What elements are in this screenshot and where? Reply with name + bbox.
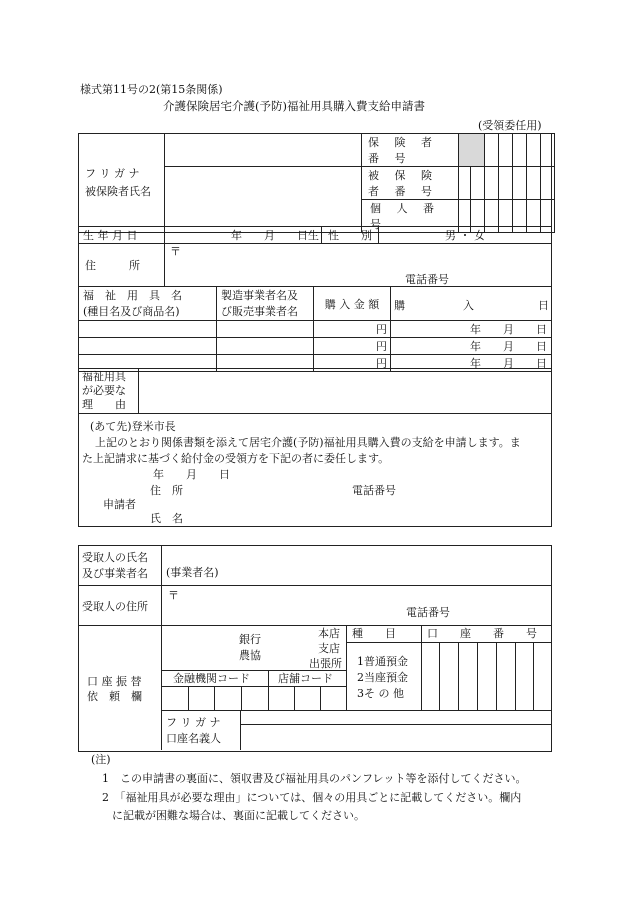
reason-input[interactable] — [139, 369, 552, 414]
insured-digit[interactable] — [459, 167, 471, 200]
recipient-name-input[interactable] — [162, 546, 552, 586]
amount-header: 購 入 金 額 — [314, 287, 391, 321]
item-header-line1: 福 祉 用 具 名 — [83, 288, 182, 302]
address-input[interactable] — [165, 244, 552, 287]
insured-digit[interactable] — [513, 167, 527, 200]
bank-type-b: 農協 — [239, 649, 261, 662]
note-2: 2 「福祉用具が必要な理由」については、個々の用具ごとに記載してください。欄内 — [102, 791, 522, 804]
reason-label-line3: 理 由 — [82, 398, 126, 411]
account-type-3[interactable]: 3そ の 他 — [357, 687, 404, 700]
postal-mark: 〒 — [170, 245, 181, 258]
branch-code-label: 店舗コード — [278, 672, 333, 685]
account-type-1[interactable]: 1普通預金 — [357, 655, 408, 668]
holder-furigana-label: フ リ ガ ナ — [166, 716, 221, 729]
account-digit-divider — [439, 642, 440, 710]
note-2-cont: に記載が困難な場合は、裏面に記載してください。 — [112, 809, 365, 822]
item-name-cell[interactable] — [79, 338, 217, 355]
date-cell[interactable]: 年 月 日 — [391, 321, 552, 338]
amount-cell[interactable]: 円 — [314, 321, 391, 338]
insured-digit[interactable] — [541, 167, 555, 200]
recipient-address-input[interactable] — [162, 586, 552, 626]
birth-row — [78, 226, 552, 244]
branch-code-digit[interactable] — [294, 686, 295, 710]
insurer-digit[interactable] — [499, 134, 513, 167]
furigana-input[interactable] — [165, 134, 362, 167]
addressee: (あて先)登米市長 — [90, 420, 176, 433]
applicant-phone-label: 電話番号 — [352, 484, 396, 497]
item-header-line2: (種目名及び商品名) — [83, 304, 180, 318]
divider — [421, 625, 422, 710]
note-1: 1 この申請書の裏面に、領収書及び福祉用具のパンフレット等を添付してください。 — [102, 772, 527, 785]
business-label: (事業者名) — [166, 565, 219, 579]
recipient-table — [78, 545, 552, 626]
bank-section-label-line1: 口 座 振 替 — [87, 675, 142, 688]
amount-cell[interactable]: 円 — [314, 355, 391, 372]
divider — [161, 670, 346, 671]
insured-number-label: 被 保 険 者 番 号 — [362, 167, 459, 200]
insured-name-label: 被保険者氏名 — [85, 185, 151, 198]
applicant-address-label: 住 所 — [150, 484, 183, 497]
address-label: 住 所 — [79, 244, 165, 287]
form-number: 様式第11号の2(第15条関係) — [80, 83, 223, 96]
branch-type-c: 出張所 — [309, 657, 342, 670]
insurer-number-label: 保 険 者 番 号 — [362, 134, 459, 167]
address-row — [78, 243, 552, 287]
maker-header-line2: び販売事業者名 — [221, 304, 298, 318]
applicant-label: 申請者 — [103, 498, 136, 511]
recipient-postal-mark: 〒 — [168, 589, 179, 602]
page-title: 介護保険居宅介護(予防)福祉用具購入費支給申請書 — [163, 99, 425, 113]
bank-section-label-line2: 依 頼 欄 — [87, 690, 142, 703]
recipient-address-label: 受取人の住所 — [79, 586, 162, 626]
recipient-name-label-line1: 受取人の氏名 — [82, 550, 148, 564]
holder-name-label: 口座名義人 — [166, 732, 221, 745]
insurer-digit[interactable] — [541, 134, 555, 167]
account-digit-divider — [477, 642, 478, 710]
furigana-label: フ リ ガ ナ — [85, 167, 140, 180]
insurer-number-shaded — [459, 134, 485, 167]
insurer-digit[interactable] — [513, 134, 527, 167]
insured-table — [78, 133, 555, 233]
maker-cell[interactable] — [217, 321, 314, 338]
insurer-digit[interactable] — [527, 134, 541, 167]
date-cell[interactable]: 年 月 日 — [391, 338, 552, 355]
account-digit-divider — [515, 642, 516, 710]
notes-heading: (注) — [91, 753, 111, 766]
maker-cell[interactable] — [217, 338, 314, 355]
account-digit-divider — [458, 642, 459, 710]
bank-code-label: 金融機関コード — [173, 672, 250, 685]
branch-type-a: 本店 — [318, 627, 340, 640]
date-cell[interactable]: 年 月 日 — [391, 355, 552, 372]
declaration-line1: 上記のとおり関係書類を添えて居宅介護(予防)福祉用具購入費の支給を申請します。ま — [95, 436, 521, 449]
insured-name-input[interactable] — [165, 167, 362, 233]
birth-label: 生 年 月 日 — [79, 227, 165, 244]
divider — [346, 642, 551, 643]
declaration-line2: た上記請求に基づく給付金の受領方を下記の者に委任します。 — [82, 452, 390, 465]
divider — [240, 724, 551, 725]
declaration-date[interactable]: 年 月 日 — [153, 468, 230, 481]
insurer-digit[interactable] — [485, 134, 499, 167]
bank-code-digit[interactable] — [188, 686, 189, 710]
subtitle: (受領委任用) — [478, 119, 542, 132]
applicant-name-label: 氏 名 — [150, 512, 183, 525]
insured-digit[interactable] — [527, 167, 541, 200]
account-type-2[interactable]: 2当座預金 — [357, 671, 408, 684]
maker-header-line1: 製造事業者名及 — [221, 288, 298, 302]
reason-row — [78, 368, 552, 414]
sex-value[interactable]: 男 ・ 女 — [379, 227, 552, 244]
branch-code-digit[interactable] — [320, 686, 321, 710]
personal-number-label: 個 人 番 号 — [362, 200, 459, 233]
date-header-b: 入 — [463, 299, 474, 312]
divider — [346, 625, 347, 710]
divider — [161, 710, 551, 711]
sex-label: 性 別 — [322, 227, 379, 244]
account-number-label: 口 座 番 号 — [427, 627, 537, 640]
recipient-name-label-line2: 及び事業者名 — [82, 566, 148, 580]
phone-label: 電話番号 — [405, 273, 449, 286]
reason-label-line1: 福祉用具 — [82, 370, 126, 383]
date-header-a: 購 — [394, 299, 405, 312]
insured-digit[interactable] — [499, 167, 513, 200]
items-table — [78, 286, 552, 372]
account-digit-divider — [496, 642, 497, 710]
bank-code-digit[interactable] — [214, 686, 215, 710]
item-name-cell[interactable] — [79, 321, 217, 338]
date-header-c: 日 — [538, 299, 549, 312]
recipient-phone-label: 電話番号 — [406, 606, 450, 619]
reason-label-line2: が必要な — [82, 384, 126, 397]
amount-cell[interactable]: 円 — [314, 338, 391, 355]
insured-digit[interactable] — [485, 167, 499, 200]
birth-value[interactable]: 年 月 日生 — [165, 227, 322, 244]
bank-type-a: 銀行 — [239, 633, 261, 646]
bank-code-digit[interactable] — [241, 686, 242, 710]
account-type-label: 種 目 — [352, 627, 396, 640]
divider — [240, 710, 241, 750]
divider — [268, 670, 269, 710]
branch-type-b: 支店 — [318, 642, 340, 655]
insured-digit[interactable] — [471, 167, 485, 200]
account-digit-divider — [533, 642, 534, 710]
